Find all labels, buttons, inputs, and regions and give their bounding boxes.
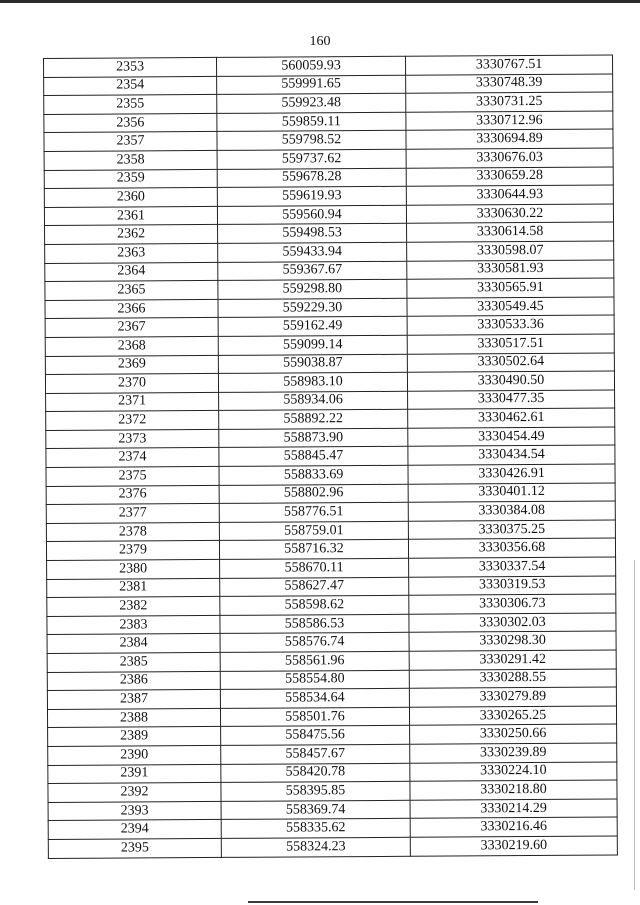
point-number-cell: 2371 — [46, 392, 219, 412]
y-coordinate-cell: 3330694.89 — [406, 129, 613, 149]
y-coordinate-cell: 3330291.42 — [409, 650, 616, 670]
x-coordinate-cell: 559619.93 — [217, 186, 406, 206]
y-coordinate-cell: 3330549.45 — [407, 297, 614, 317]
point-number-cell: 2372 — [46, 411, 219, 431]
point-number-cell: 2390 — [48, 745, 221, 765]
y-coordinate-cell: 3330319.53 — [409, 576, 616, 596]
point-number-cell: 2381 — [47, 578, 220, 598]
point-number-cell: 2383 — [47, 615, 220, 635]
x-coordinate-cell: 559367.67 — [218, 261, 407, 281]
x-coordinate-cell: 559678.28 — [217, 168, 406, 188]
x-coordinate-cell: 559229.30 — [218, 298, 407, 318]
point-number-cell: 2395 — [48, 838, 221, 858]
x-coordinate-cell: 560059.93 — [216, 56, 405, 76]
point-number-cell: 2380 — [47, 559, 220, 579]
x-coordinate-cell: 559298.80 — [218, 279, 407, 299]
x-coordinate-cell: 558802.96 — [219, 484, 408, 504]
x-coordinate-cell: 558716.32 — [219, 540, 408, 560]
x-coordinate-cell: 559099.14 — [218, 335, 407, 355]
y-coordinate-cell: 3330375.25 — [408, 520, 615, 540]
table-row — [48, 836, 617, 858]
x-coordinate-cell: 558534.64 — [220, 688, 409, 708]
page-right-edge — [634, 560, 635, 890]
x-coordinate-cell: 558934.06 — [219, 391, 408, 411]
y-coordinate-cell: 3330219.60 — [410, 836, 617, 856]
page-number: 160 — [309, 34, 331, 49]
point-number-cell: 2386 — [47, 671, 220, 691]
x-coordinate-cell: 558576.74 — [220, 633, 409, 653]
y-coordinate-cell: 3330218.80 — [410, 780, 617, 800]
x-coordinate-cell: 559038.87 — [218, 354, 407, 374]
x-coordinate-cell: 559991.65 — [217, 75, 406, 95]
y-coordinate-cell: 3330224.10 — [410, 762, 617, 782]
y-coordinate-cell: 3330306.73 — [409, 594, 616, 614]
point-number-cell: 2364 — [45, 262, 218, 282]
point-number-cell: 2384 — [47, 634, 220, 654]
x-coordinate-cell: 558475.56 — [221, 726, 410, 746]
y-coordinate-cell: 3330434.54 — [408, 445, 615, 465]
point-number-cell: 2374 — [46, 448, 219, 468]
y-coordinate-cell: 3330767.51 — [405, 55, 612, 75]
y-coordinate-cell: 3330712.96 — [406, 111, 613, 131]
point-number-cell: 2373 — [46, 429, 219, 449]
x-coordinate-cell: 558420.78 — [221, 763, 410, 783]
y-coordinate-cell: 3330239.89 — [410, 743, 617, 763]
point-number-cell: 2361 — [44, 206, 217, 226]
y-coordinate-cell: 3330517.51 — [407, 334, 614, 354]
point-number-cell: 2389 — [48, 727, 221, 747]
point-number-cell: 2354 — [44, 76, 217, 96]
y-coordinate-cell: 3330731.25 — [406, 92, 613, 112]
point-number-cell: 2365 — [45, 281, 218, 301]
point-number-cell: 2387 — [47, 690, 220, 710]
x-coordinate-cell: 559859.11 — [217, 112, 406, 132]
y-coordinate-cell: 3330614.58 — [407, 222, 614, 242]
y-coordinate-cell: 3330279.89 — [409, 687, 616, 707]
point-number-cell: 2394 — [48, 820, 221, 840]
x-coordinate-cell: 558335.62 — [221, 819, 410, 839]
point-number-cell: 2366 — [45, 299, 218, 319]
x-coordinate-cell: 558554.80 — [220, 670, 409, 690]
x-coordinate-cell: 559498.53 — [218, 224, 407, 244]
x-coordinate-cell: 558561.96 — [220, 651, 409, 671]
coordinate-table-body — [44, 55, 618, 858]
y-coordinate-cell: 3330265.25 — [409, 706, 616, 726]
point-number-cell: 2355 — [44, 95, 217, 115]
y-coordinate-cell: 3330748.39 — [406, 74, 613, 94]
y-coordinate-cell: 3330502.64 — [407, 353, 614, 373]
y-coordinate-cell: 3330659.28 — [406, 167, 613, 187]
y-coordinate-cell: 3330401.12 — [408, 483, 615, 503]
y-coordinate-cell: 3330581.93 — [407, 260, 614, 280]
point-number-cell: 2359 — [44, 169, 217, 189]
x-coordinate-cell: 558598.62 — [220, 595, 409, 615]
x-coordinate-cell: 558892.22 — [219, 410, 408, 430]
point-number-cell: 2385 — [47, 652, 220, 672]
x-coordinate-cell: 559798.52 — [217, 131, 406, 151]
coordinate-table-wrapper — [43, 55, 618, 859]
point-number-cell: 2375 — [46, 466, 219, 486]
y-coordinate-cell: 3330214.29 — [410, 799, 617, 819]
page-top-edge — [0, 0, 640, 3]
point-number-cell: 2382 — [47, 597, 220, 617]
point-number-cell: 2353 — [44, 57, 217, 77]
x-coordinate-cell: 559560.94 — [217, 205, 406, 225]
point-number-cell: 2378 — [46, 522, 219, 542]
x-coordinate-cell: 559162.49 — [218, 317, 407, 337]
point-number-cell: 2369 — [45, 355, 218, 375]
y-coordinate-cell: 3330288.55 — [409, 669, 616, 689]
point-number-cell: 2393 — [48, 801, 221, 821]
y-coordinate-cell: 3330477.35 — [408, 390, 615, 410]
x-coordinate-cell: 558845.47 — [219, 447, 408, 467]
x-coordinate-cell: 558670.11 — [220, 558, 409, 578]
y-coordinate-cell: 3330337.54 — [409, 557, 616, 577]
point-number-cell: 2379 — [46, 541, 219, 561]
y-coordinate-cell: 3330565.91 — [407, 278, 614, 298]
x-coordinate-cell: 558457.67 — [221, 744, 410, 764]
point-number-cell: 2360 — [44, 188, 217, 208]
y-coordinate-cell: 3330302.03 — [409, 613, 616, 633]
point-number-cell: 2391 — [48, 764, 221, 784]
x-coordinate-cell: 558776.51 — [219, 503, 408, 523]
point-number-cell: 2358 — [44, 150, 217, 170]
coordinate-table — [43, 55, 618, 859]
point-number-cell: 2388 — [47, 708, 220, 728]
y-coordinate-cell: 3330630.22 — [406, 204, 613, 224]
x-coordinate-cell: 558586.53 — [220, 614, 409, 634]
x-coordinate-cell: 558983.10 — [218, 372, 407, 392]
y-coordinate-cell: 3330384.08 — [408, 501, 615, 521]
x-coordinate-cell: 558369.74 — [221, 800, 410, 820]
x-coordinate-cell: 559923.48 — [217, 93, 406, 113]
y-coordinate-cell: 3330533.36 — [407, 315, 614, 335]
x-coordinate-cell: 558873.90 — [219, 428, 408, 448]
y-coordinate-cell: 3330216.46 — [410, 817, 617, 837]
x-coordinate-cell: 558324.23 — [221, 837, 410, 857]
y-coordinate-cell: 3330250.66 — [410, 724, 617, 744]
y-coordinate-cell: 3330676.03 — [406, 148, 613, 168]
point-number-cell: 2356 — [44, 113, 217, 133]
y-coordinate-cell: 3330298.30 — [409, 631, 616, 651]
point-number-cell: 2370 — [45, 374, 218, 394]
point-number-cell: 2377 — [46, 504, 219, 524]
y-coordinate-cell: 3330426.91 — [408, 464, 615, 484]
point-number-cell: 2368 — [45, 336, 218, 356]
y-coordinate-cell: 3330598.07 — [407, 241, 614, 261]
x-coordinate-cell: 558759.01 — [219, 521, 408, 541]
x-coordinate-cell: 558501.76 — [220, 707, 409, 727]
point-number-cell: 2376 — [46, 485, 219, 505]
point-number-cell: 2367 — [45, 318, 218, 338]
y-coordinate-cell: 3330454.49 — [408, 427, 615, 447]
x-coordinate-cell: 558833.69 — [219, 465, 408, 485]
y-coordinate-cell: 3330490.50 — [407, 371, 614, 391]
point-number-cell: 2362 — [45, 225, 218, 245]
x-coordinate-cell: 559737.62 — [217, 149, 406, 169]
x-coordinate-cell: 559433.94 — [218, 242, 407, 262]
x-coordinate-cell: 558395.85 — [221, 781, 410, 801]
page-bottom-edge — [248, 901, 538, 903]
y-coordinate-cell: 3330356.68 — [408, 538, 615, 558]
x-coordinate-cell: 558627.47 — [220, 577, 409, 597]
point-number-cell: 2363 — [45, 243, 218, 263]
point-number-cell: 2357 — [44, 132, 217, 152]
y-coordinate-cell: 3330462.61 — [408, 408, 615, 428]
point-number-cell: 2392 — [48, 783, 221, 803]
y-coordinate-cell: 3330644.93 — [406, 185, 613, 205]
